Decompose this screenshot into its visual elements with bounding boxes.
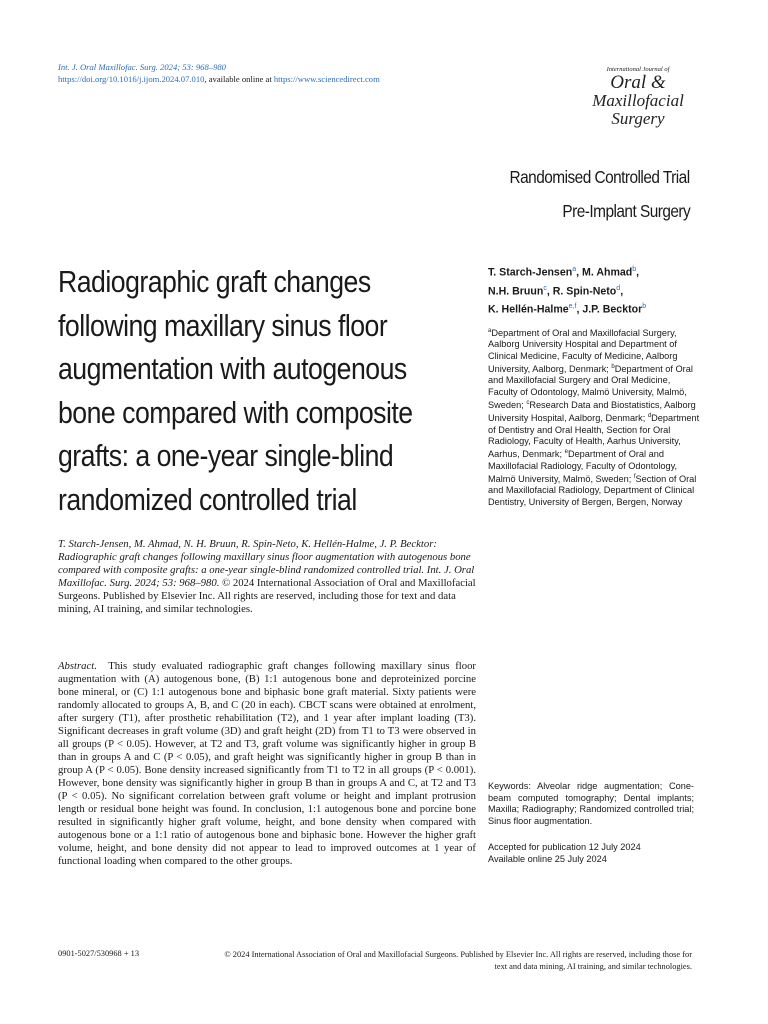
author-affiliation-mark[interactable]: e,f <box>568 303 577 311</box>
author-name[interactable]: J.P. Becktor <box>582 303 643 316</box>
author-affiliation-mark[interactable]: c <box>543 284 547 292</box>
issn-code: 0901-5027/530968 + 13 <box>58 949 140 958</box>
affiliation-mark: a <box>488 328 492 334</box>
affiliation-text: Department of Dentistry and Oral Health, Section for Oral Radiology, Faculty of Health, Aarhus University, Aarhus, Denmark; <box>488 413 700 460</box>
author-affiliation-mark[interactable]: b <box>632 266 637 273</box>
journal-logo-line1: Oral & <box>610 72 666 93</box>
author-name[interactable]: M. Ahmad <box>582 266 633 279</box>
citation-copyright: © 2024 International Association of Oral and Maxillofacial Surgeons. Published by Elsevier Inc. All rights are reserved, including those for text and data mining, AI training, and similar technologies. <box>58 577 476 615</box>
online-date: Available online 25 July 2024 <box>488 853 607 864</box>
journal-logo-line0: International Journal of <box>606 66 670 73</box>
affiliations <box>488 326 700 508</box>
article-section: Pre-Implant Surgery <box>562 201 690 221</box>
accepted-date: Accepted for publication 12 July 2024 <box>488 842 641 852</box>
article-title <box>58 260 528 521</box>
title-line: Radiographic graft changes <box>58 264 371 299</box>
author-name[interactable]: N.H. Bruun <box>488 285 544 298</box>
abstract <box>58 660 476 868</box>
author-name[interactable]: T. Starch-Jensen <box>488 266 573 279</box>
title-line: following maxillary sinus floor <box>58 307 388 343</box>
keywords: Keywords: Alveolar ridge augmentation; Cone-beam computed tomography; Dental implants; Maxilla; Radiography; Randomized controlled trial; Sinus floor augmentation. <box>488 781 694 826</box>
author-name[interactable]: K. Hellén-Halme <box>488 303 569 316</box>
doi-link[interactable]: https://doi.org/10.1016/j.ijom.2024.07.010 <box>58 74 205 84</box>
affiliation-mark: e <box>564 449 568 456</box>
citation-block <box>58 538 476 616</box>
affiliation-mark: d <box>647 413 652 420</box>
affiliation-text: Department of Oral and Maxillofacial Radiology, Faculty of Odontology, Malmö University, Malmö, Sweden; <box>488 449 678 484</box>
title-line: augmentation with autogenous <box>58 351 407 386</box>
journal-logo-line2: Maxillofacial <box>592 91 684 110</box>
journal-header <box>58 61 498 85</box>
author-affiliation-mark[interactable]: a <box>572 266 577 273</box>
journal-logo <box>588 66 688 128</box>
journal-logo-line3: Surgery <box>611 109 665 128</box>
title-line: randomized controlled trial <box>58 481 357 517</box>
affiliation-mark: f <box>633 473 636 480</box>
author-affiliation-mark[interactable]: d <box>616 284 621 292</box>
title-line: bone compared with composite <box>58 394 413 430</box>
affiliation-mark: b <box>611 363 615 370</box>
abstract-label: Abstract. <box>58 660 97 672</box>
author-affiliation-mark[interactable]: b <box>642 303 647 311</box>
author-list: T. Starch-Jensen$^a$, M. Ahmad$^b$, N.H. Bruun$^c$, R. Spin-Neto$^d$, K. Hellén-Halme$^{e,f}$, J.P. Becktor$^b$ <box>488 266 647 316</box>
publication-dates <box>488 842 708 865</box>
citation-reference: T. Starch-Jensen, M. Ahmad, N. H. Bruun, R. Spin-Neto, K. Hellén-Halme, J. P. Becktor: Radiographic graft changes following maxillary sinus floor augmentation with autogenous bone compared with composite grafts: a one-year single-blind randomized controlled trial. Int. J. Oral Maxillofac. Surg. 2024; 53: 968–980. <box>58 538 475 589</box>
footer-copyright: © 2024 International Association of Oral and Maxillofacial Surgeons. Published by Elsevier Inc. All rights are reserved, including those for text and data mining, AI training, and similar technologies. <box>224 950 692 971</box>
title-line: grafts: a one-year single-blind <box>58 438 394 473</box>
journal-citation: Int. J. Oral Maxillofac. Surg. 2024; 53: 968–980 <box>58 62 226 72</box>
available-online-text: , available online at <box>204 74 274 84</box>
sciencedirect-link[interactable]: https://www.sciencedirect.com <box>273 74 380 84</box>
abstract-text: This study evaluated radiographic graft changes following maxillary sinus floor augmentation with (A) autogenous bone, (B) 1:1 autogenous bone and deproteinized porcine bone mineral, or (C) 1:1 autogenous bone and biphasic bone graft material. Sixty patients were randomly allocated to groups A, B, and C (20 in each). CBCT scans were obtained at enrolment, after surgery (T1), after prosthetic rehabilitation (T2), and 1 year after implant loading (T3). Significant decreases in graft volume (3D) and graft height (2D) from T1 to T3 were observed in all groups (P < 0.05). However, at T2 and T3, graft volume was significantly higher in group B than in groups A and C (P < 0.05), and graft height was significantly higher in group B than in group A (P < 0.05). Bone density increased significantly from T1 to T2 in all groups (P < 0.001). However, bone density was significantly higher in group B than in groups A and C, at T2 and T3 (P < 0.05). No significant correlation between graft volume or height and implant protrusion length or residual bone height was found. In conclusion, 1:1 autogenous bone and porcine bone resulted in significantly higher graft volume, height, and bone density when compared with autogenous bone or a 1:1 ratio of autogenous bone and biphasic bone. However the higher graft volume, height, and bone density did not appear to lead to improved outcomes at 1 year of functional loading when compared to the other groups. <box>58 660 476 867</box>
affiliation-mark: c <box>526 399 530 406</box>
affiliation-text: Department of Oral and Maxillofacial Surgery and Oral Medicine, Faculty of Odontology, Malmö University, Malmö, Sweden; <box>488 364 693 410</box>
article-type: Randomised Controlled Trial <box>509 167 690 187</box>
affiliation-text: Research Data and Biostatistics, Aalborg University Hospital, Aalborg, Denmark; <box>488 399 696 424</box>
author-name[interactable]: R. Spin-Neto <box>552 285 617 298</box>
affiliation-text: Department of Oral and Maxillofacial Surgery, Aalborg University Hospital and Department of Clinical Medicine, Faculty of Medicine, Aalborg University, Aalborg, Denmark; <box>488 328 678 375</box>
affiliation-text: Section of Oral and Maxillofacial Radiology, Department of Clinical Dentistry, University of Bergen, Bergen, Norway <box>488 473 697 507</box>
